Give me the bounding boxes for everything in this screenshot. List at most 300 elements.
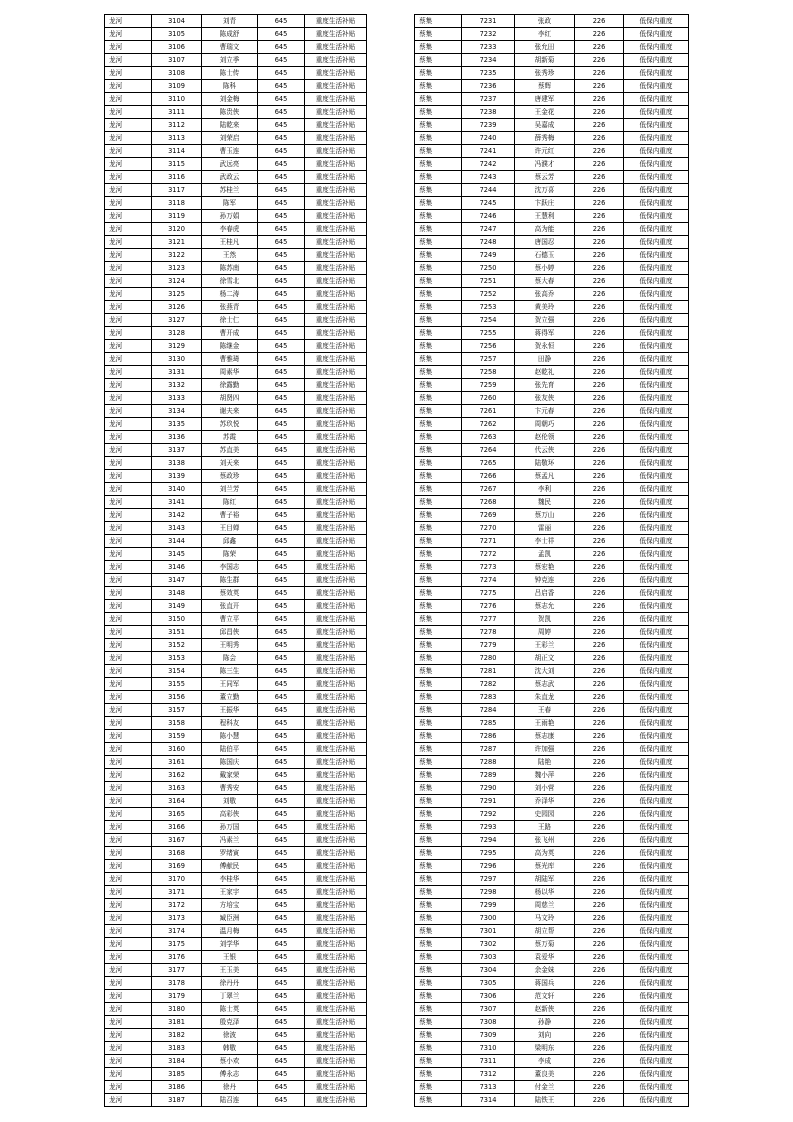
table-row: [105, 184, 367, 197]
cell-type: 低保内重度: [624, 1042, 689, 1055]
cell-type: 低保内重度: [624, 938, 689, 951]
cell-id: 7276: [462, 600, 515, 613]
cell-name: 曹雅琦: [202, 353, 258, 366]
cell-type: 低保内重度: [624, 119, 689, 132]
cell-region: 龙河: [105, 301, 152, 314]
cell-amount: 226: [575, 366, 624, 379]
table-row: [415, 457, 689, 470]
cell-name: 余金妹: [515, 964, 575, 977]
cell-name: 丁翠兰: [202, 990, 258, 1003]
cell-id: 3136: [152, 431, 202, 444]
cell-type: 低保内重度: [624, 496, 689, 509]
cell-type: 低保内重度: [624, 171, 689, 184]
cell-amount: 226: [575, 717, 624, 730]
cell-name: 陈士传: [202, 67, 258, 80]
cell-type: 重度生活补贴: [305, 392, 367, 405]
cell-amount: 645: [258, 314, 305, 327]
right-table: [414, 14, 689, 1107]
cell-name: 殷克泽: [202, 1016, 258, 1029]
cell-amount: 226: [575, 691, 624, 704]
cell-region: 蔡集: [415, 210, 462, 223]
table-row: [105, 353, 367, 366]
cell-region: 龙河: [105, 405, 152, 418]
cell-amount: 645: [258, 1081, 305, 1094]
cell-id: 7280: [462, 652, 515, 665]
cell-name: 石德玉: [515, 249, 575, 262]
cell-type: 低保内重度: [624, 600, 689, 613]
table-row: [105, 834, 367, 847]
cell-type: 低保内重度: [624, 990, 689, 1003]
cell-name: 冯素兰: [202, 834, 258, 847]
cell-id: 7312: [462, 1068, 515, 1081]
cell-id: 3172: [152, 899, 202, 912]
cell-amount: 645: [258, 795, 305, 808]
cell-type: 重度生活补贴: [305, 1042, 367, 1055]
cell-id: 3148: [152, 587, 202, 600]
table-row: [415, 93, 689, 106]
cell-region: 蔡集: [415, 587, 462, 600]
cell-region: 龙河: [105, 483, 152, 496]
table-row: [415, 353, 689, 366]
cell-region: 龙河: [105, 184, 152, 197]
cell-id: 3109: [152, 80, 202, 93]
cell-id: 3165: [152, 808, 202, 821]
cell-amount: 645: [258, 964, 305, 977]
table-row: [415, 574, 689, 587]
cell-type: 重度生活补贴: [305, 405, 367, 418]
cell-region: 龙河: [105, 938, 152, 951]
cell-id: 3139: [152, 470, 202, 483]
table-row: [105, 275, 367, 288]
table-row: [105, 561, 367, 574]
table-row: [415, 1029, 689, 1042]
cell-region: 蔡集: [415, 41, 462, 54]
cell-id: 7305: [462, 977, 515, 990]
cell-amount: 645: [258, 899, 305, 912]
cell-id: 7298: [462, 886, 515, 899]
table-row: [105, 457, 367, 470]
cell-id: 3120: [152, 223, 202, 236]
table-row: [415, 470, 689, 483]
cell-region: 蔡集: [415, 262, 462, 275]
cell-name: 胡陆军: [515, 873, 575, 886]
cell-type: 重度生活补贴: [305, 821, 367, 834]
cell-amount: 226: [575, 951, 624, 964]
table-row: [415, 210, 689, 223]
cell-region: 龙河: [105, 54, 152, 67]
table-row: [415, 106, 689, 119]
cell-type: 低保内重度: [624, 158, 689, 171]
cell-id: 7252: [462, 288, 515, 301]
cell-name: 付金兰: [515, 1081, 575, 1094]
cell-id: 3187: [152, 1094, 202, 1107]
cell-amount: 226: [575, 1016, 624, 1029]
cell-name: 陈生群: [202, 574, 258, 587]
cell-id: 3182: [152, 1029, 202, 1042]
cell-amount: 645: [258, 80, 305, 93]
cell-amount: 645: [258, 535, 305, 548]
cell-id: 7282: [462, 678, 515, 691]
cell-id: 7272: [462, 548, 515, 561]
cell-name: 乔泽华: [515, 795, 575, 808]
cell-region: 龙河: [105, 223, 152, 236]
table-row: [105, 522, 367, 535]
cell-type: 低保内重度: [624, 808, 689, 821]
table-row: [105, 431, 367, 444]
cell-name: 周婷: [515, 626, 575, 639]
cell-type: 低保内重度: [624, 249, 689, 262]
cell-name: 蔡辉: [515, 80, 575, 93]
cell-name: 胡立帮: [515, 925, 575, 938]
cell-region: 龙河: [105, 93, 152, 106]
table-row: [105, 665, 367, 678]
table-row: [415, 275, 689, 288]
cell-amount: 226: [575, 314, 624, 327]
cell-region: 龙河: [105, 457, 152, 470]
cell-amount: 645: [258, 665, 305, 678]
table-row: [415, 756, 689, 769]
cell-amount: 645: [258, 691, 305, 704]
cell-name: 王明秀: [202, 639, 258, 652]
cell-region: 龙河: [105, 899, 152, 912]
cell-region: 蔡集: [415, 1055, 462, 1068]
cell-type: 低保内重度: [624, 873, 689, 886]
table-row: [415, 730, 689, 743]
cell-name: 刘立季: [202, 54, 258, 67]
cell-name: 王路: [515, 821, 575, 834]
cell-type: 低保内重度: [624, 379, 689, 392]
cell-name: 王慧利: [515, 210, 575, 223]
cell-name: 傅永志: [202, 1068, 258, 1081]
cell-name: 杨二涛: [202, 288, 258, 301]
cell-amount: 226: [575, 496, 624, 509]
cell-type: 低保内重度: [624, 145, 689, 158]
cell-id: 3164: [152, 795, 202, 808]
cell-name: 罗绪寅: [202, 847, 258, 860]
cell-name: 王同军: [202, 678, 258, 691]
cell-name: 刘向: [515, 1029, 575, 1042]
cell-id: 7271: [462, 535, 515, 548]
table-row: [415, 171, 689, 184]
cell-amount: 226: [575, 223, 624, 236]
cell-id: 3171: [152, 886, 202, 899]
table-row: [415, 964, 689, 977]
cell-type: 低保内重度: [624, 67, 689, 80]
cell-type: 低保内重度: [624, 1055, 689, 1068]
cell-amount: 226: [575, 1081, 624, 1094]
cell-id: 7314: [462, 1094, 515, 1107]
cell-region: 龙河: [105, 1003, 152, 1016]
table-row: [415, 704, 689, 717]
cell-region: 龙河: [105, 288, 152, 301]
cell-region: 蔡集: [415, 184, 462, 197]
cell-region: 蔡集: [415, 379, 462, 392]
cell-id: 3126: [152, 301, 202, 314]
cell-id: 3167: [152, 834, 202, 847]
cell-id: 7246: [462, 210, 515, 223]
cell-type: 低保内重度: [624, 93, 689, 106]
cell-type: 低保内重度: [624, 353, 689, 366]
table-row: [415, 548, 689, 561]
cell-type: 重度生活补贴: [305, 626, 367, 639]
cell-id: 3113: [152, 132, 202, 145]
cell-amount: 226: [575, 938, 624, 951]
cell-amount: 645: [258, 184, 305, 197]
cell-region: 蔡集: [415, 145, 462, 158]
cell-type: 重度生活补贴: [305, 314, 367, 327]
cell-type: 重度生活补贴: [305, 782, 367, 795]
cell-type: 重度生活补贴: [305, 873, 367, 886]
table-row: [105, 1029, 367, 1042]
cell-amount: 645: [258, 418, 305, 431]
cell-amount: 645: [258, 457, 305, 470]
cell-name: 许加强: [515, 743, 575, 756]
cell-name: 蔡小婷: [515, 262, 575, 275]
cell-type: 重度生活补贴: [305, 574, 367, 587]
cell-type: 重度生活补贴: [305, 184, 367, 197]
cell-amount: 645: [258, 340, 305, 353]
cell-name: 蔡政珍: [202, 470, 258, 483]
cell-amount: 645: [258, 678, 305, 691]
cell-region: 龙河: [105, 782, 152, 795]
cell-id: 7264: [462, 444, 515, 457]
cell-name: 王然: [202, 249, 258, 262]
cell-id: 3181: [152, 1016, 202, 1029]
cell-id: 3130: [152, 353, 202, 366]
cell-amount: 226: [575, 964, 624, 977]
cell-name: 陈士英: [202, 1003, 258, 1016]
table-row: [415, 808, 689, 821]
cell-amount: 226: [575, 1055, 624, 1068]
cell-amount: 226: [575, 1029, 624, 1042]
table-row: [415, 15, 689, 28]
cell-amount: 226: [575, 41, 624, 54]
table-row: [415, 1016, 689, 1029]
cell-region: 蔡集: [415, 28, 462, 41]
table-row: [105, 1081, 367, 1094]
cell-name: 梁明东: [515, 1042, 575, 1055]
cell-type: 重度生活补贴: [305, 743, 367, 756]
cell-amount: 226: [575, 106, 624, 119]
cell-id: 7235: [462, 67, 515, 80]
table-row: [105, 54, 367, 67]
cell-region: 蔡集: [415, 483, 462, 496]
cell-id: 7290: [462, 782, 515, 795]
cell-type: 重度生活补贴: [305, 210, 367, 223]
cell-type: 低保内重度: [624, 275, 689, 288]
cell-region: 蔡集: [415, 119, 462, 132]
cell-region: 蔡集: [415, 236, 462, 249]
table-row: [105, 262, 367, 275]
cell-amount: 226: [575, 67, 624, 80]
table-row: [415, 652, 689, 665]
cell-type: 重度生活补贴: [305, 899, 367, 912]
cell-amount: 645: [258, 132, 305, 145]
cell-type: 重度生活补贴: [305, 717, 367, 730]
cell-id: 3162: [152, 769, 202, 782]
table-row: [105, 808, 367, 821]
cell-type: 重度生活补贴: [305, 353, 367, 366]
table-row: [415, 821, 689, 834]
cell-type: 低保内重度: [624, 548, 689, 561]
cell-amount: 645: [258, 730, 305, 743]
cell-amount: 645: [258, 431, 305, 444]
cell-amount: 226: [575, 652, 624, 665]
cell-name: 沈万喜: [515, 184, 575, 197]
cell-amount: 645: [258, 704, 305, 717]
cell-amount: 645: [258, 1055, 305, 1068]
table-row: [415, 769, 689, 782]
cell-type: 重度生活补贴: [305, 951, 367, 964]
cell-amount: 226: [575, 886, 624, 899]
cell-name: 贺永恒: [515, 340, 575, 353]
table-row: [415, 639, 689, 652]
table-row: [415, 1068, 689, 1081]
cell-type: 低保内重度: [624, 28, 689, 41]
cell-amount: 645: [258, 574, 305, 587]
cell-name: 邱昌侠: [202, 626, 258, 639]
right-table-body: [415, 15, 689, 1107]
cell-amount: 645: [258, 483, 305, 496]
cell-id: 7293: [462, 821, 515, 834]
cell-id: 3128: [152, 327, 202, 340]
cell-amount: 226: [575, 262, 624, 275]
cell-id: 7262: [462, 418, 515, 431]
table-row: [415, 431, 689, 444]
cell-region: 蔡集: [415, 795, 462, 808]
cell-amount: 645: [258, 821, 305, 834]
cell-amount: 645: [258, 106, 305, 119]
cell-name: 戴家荣: [202, 769, 258, 782]
table-row: [415, 886, 689, 899]
table-row: [415, 67, 689, 80]
cell-type: 低保内重度: [624, 184, 689, 197]
cell-type: 低保内重度: [624, 197, 689, 210]
cell-region: 龙河: [105, 327, 152, 340]
cell-type: 低保内重度: [624, 106, 689, 119]
table-row: [415, 483, 689, 496]
cell-region: 龙河: [105, 314, 152, 327]
cell-id: 7273: [462, 561, 515, 574]
cell-id: 7287: [462, 743, 515, 756]
table-row: [105, 28, 367, 41]
cell-amount: 645: [258, 444, 305, 457]
cell-id: 3142: [152, 509, 202, 522]
cell-type: 重度生活补贴: [305, 444, 367, 457]
cell-name: 赵乾礼: [515, 366, 575, 379]
cell-type: 重度生活补贴: [305, 691, 367, 704]
cell-name: 曹秀安: [202, 782, 258, 795]
table-row: [105, 795, 367, 808]
table-row: [105, 340, 367, 353]
cell-id: 3127: [152, 314, 202, 327]
cell-region: 蔡集: [415, 1042, 462, 1055]
cell-name: 高为英: [515, 847, 575, 860]
cell-type: 低保内重度: [624, 886, 689, 899]
cell-region: 蔡集: [415, 1029, 462, 1042]
cell-region: 蔡集: [415, 938, 462, 951]
table-row: [415, 41, 689, 54]
table-row: [415, 743, 689, 756]
cell-amount: 645: [258, 561, 305, 574]
cell-type: 重度生活补贴: [305, 795, 367, 808]
cell-region: 蔡集: [415, 1081, 462, 1094]
cell-amount: 226: [575, 548, 624, 561]
cell-name: 曹玉连: [202, 145, 258, 158]
cell-type: 重度生活补贴: [305, 964, 367, 977]
cell-name: 蒋国兵: [515, 977, 575, 990]
cell-name: 薛秀梅: [515, 132, 575, 145]
cell-type: 重度生活补贴: [305, 132, 367, 145]
table-row: [105, 41, 367, 54]
cell-name: 徐波: [202, 1029, 258, 1042]
cell-type: 低保内重度: [624, 1016, 689, 1029]
cell-region: 蔡集: [415, 639, 462, 652]
cell-region: 蔡集: [415, 1016, 462, 1029]
cell-id: 3178: [152, 977, 202, 990]
cell-amount: 226: [575, 522, 624, 535]
cell-name: 苏玖悦: [202, 418, 258, 431]
table-row: [415, 600, 689, 613]
cell-region: 蔡集: [415, 197, 462, 210]
cell-region: 龙河: [105, 28, 152, 41]
cell-type: 低保内重度: [624, 743, 689, 756]
cell-name: 董良美: [515, 1068, 575, 1081]
cell-name: 张燕青: [202, 301, 258, 314]
table-row: [105, 80, 367, 93]
cell-id: 3121: [152, 236, 202, 249]
cell-id: 3104: [152, 15, 202, 28]
table-row: [105, 977, 367, 990]
cell-name: 马文玲: [515, 912, 575, 925]
table-row: [415, 340, 689, 353]
cell-type: 重度生活补贴: [305, 509, 367, 522]
cell-region: 蔡集: [415, 769, 462, 782]
cell-region: 龙河: [105, 353, 152, 366]
cell-name: 蔡万山: [515, 509, 575, 522]
table-row: [105, 171, 367, 184]
cell-name: 王春: [515, 704, 575, 717]
cell-name: 陆艳: [515, 756, 575, 769]
cell-region: 龙河: [105, 665, 152, 678]
cell-amount: 226: [575, 561, 624, 574]
cell-region: 蔡集: [415, 977, 462, 990]
table-row: [415, 262, 689, 275]
cell-region: 蔡集: [415, 873, 462, 886]
cell-id: 3125: [152, 288, 202, 301]
cell-amount: 645: [258, 145, 305, 158]
table-row: [105, 1094, 367, 1107]
cell-type: 低保内重度: [624, 730, 689, 743]
cell-region: 蔡集: [415, 691, 462, 704]
cell-name: 周素华: [202, 366, 258, 379]
cell-name: 冯濮才: [515, 158, 575, 171]
cell-id: 7232: [462, 28, 515, 41]
cell-region: 蔡集: [415, 704, 462, 717]
table-row: [415, 1094, 689, 1107]
cell-amount: 226: [575, 795, 624, 808]
cell-region: 龙河: [105, 15, 152, 28]
cell-name: 陈红: [202, 496, 258, 509]
cell-name: 陈荣: [202, 548, 258, 561]
table-row: [415, 288, 689, 301]
cell-region: 龙河: [105, 197, 152, 210]
cell-id: 3184: [152, 1055, 202, 1068]
cell-type: 低保内重度: [624, 795, 689, 808]
cell-type: 重度生活补贴: [305, 1094, 367, 1107]
cell-type: 低保内重度: [624, 847, 689, 860]
cell-amount: 645: [258, 756, 305, 769]
